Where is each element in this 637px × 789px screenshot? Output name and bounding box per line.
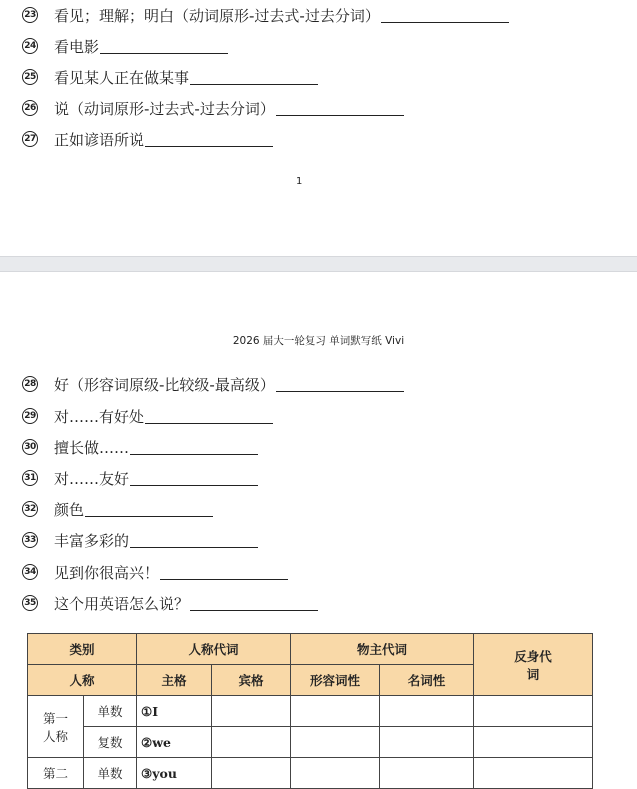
list-item bbox=[22, 406, 273, 426]
item-number: 29 bbox=[22, 408, 38, 424]
list-item bbox=[22, 129, 273, 149]
item-text: 见到你很高兴！ bbox=[54, 563, 160, 582]
answer-blank[interactable] bbox=[130, 532, 258, 548]
list-item bbox=[22, 374, 404, 394]
answer-blank[interactable] bbox=[160, 564, 288, 580]
list-item bbox=[22, 562, 288, 582]
answer-blank[interactable] bbox=[145, 408, 273, 424]
list-item bbox=[22, 5, 509, 25]
subject-cell: ③you bbox=[137, 758, 212, 789]
header-personal-pronoun: 人称代词 bbox=[137, 634, 291, 665]
answer-cell[interactable] bbox=[380, 696, 474, 727]
answer-cell[interactable] bbox=[212, 727, 291, 758]
item-text: 这个用英语怎么说？ bbox=[54, 594, 190, 613]
item-number: 27 bbox=[22, 131, 38, 147]
list-item bbox=[22, 36, 228, 56]
item-number: 31 bbox=[22, 470, 38, 486]
answer-cell[interactable] bbox=[380, 727, 474, 758]
table-row bbox=[28, 696, 593, 727]
answer-cell[interactable] bbox=[474, 727, 593, 758]
item-text: 颜色 bbox=[54, 500, 85, 519]
page-separator bbox=[0, 256, 637, 272]
answer-blank[interactable] bbox=[85, 501, 213, 517]
answer-cell[interactable] bbox=[474, 758, 593, 789]
item-text: 擅长做…… bbox=[54, 438, 130, 457]
number-cell: 复数 bbox=[84, 727, 137, 758]
table-header-row bbox=[28, 634, 593, 665]
header-subject: 主格 bbox=[137, 665, 212, 696]
item-text: 看见某人正在做某事 bbox=[54, 68, 190, 87]
item-text: 好（形容词原级-比较级-最高级） bbox=[54, 375, 275, 394]
list-item bbox=[22, 499, 213, 519]
list-item bbox=[22, 437, 258, 457]
item-number: 30 bbox=[22, 439, 38, 455]
person-cell: 第二 bbox=[28, 758, 84, 789]
answer-cell[interactable] bbox=[212, 758, 291, 789]
answer-cell[interactable] bbox=[291, 758, 380, 789]
table-row bbox=[28, 727, 593, 758]
header-noun-form: 名词性 bbox=[380, 665, 474, 696]
subject-cell: ①I bbox=[137, 696, 212, 727]
item-number: 26 bbox=[22, 100, 38, 116]
item-number: 28 bbox=[22, 376, 38, 392]
item-text: 对……友好 bbox=[54, 469, 130, 488]
answer-blank[interactable] bbox=[130, 439, 258, 455]
list-item bbox=[22, 98, 404, 118]
answer-blank[interactable] bbox=[190, 595, 318, 611]
header-person: 人称 bbox=[28, 665, 137, 696]
header-possessive-pronoun: 物主代词 bbox=[291, 634, 474, 665]
answer-blank[interactable] bbox=[381, 7, 509, 23]
pronoun-table bbox=[27, 633, 593, 789]
subject-cell: ②we bbox=[137, 727, 212, 758]
item-number: 25 bbox=[22, 69, 38, 85]
header-reflexive-pronoun: 反身代词 bbox=[474, 634, 593, 696]
answer-blank[interactable] bbox=[100, 38, 228, 54]
answer-cell[interactable] bbox=[291, 727, 380, 758]
item-number: 24 bbox=[22, 38, 38, 54]
answer-cell[interactable] bbox=[212, 696, 291, 727]
header-object: 宾格 bbox=[212, 665, 291, 696]
page-number: 1 bbox=[296, 176, 303, 187]
header-category: 类别 bbox=[28, 634, 137, 665]
header-adjective-form: 形容词性 bbox=[291, 665, 380, 696]
answer-blank[interactable] bbox=[130, 470, 258, 486]
person-cell: 第一人称 bbox=[28, 696, 84, 758]
answer-blank[interactable] bbox=[276, 376, 404, 392]
number-cell: 单数 bbox=[84, 758, 137, 789]
answer-blank[interactable] bbox=[190, 69, 318, 85]
item-number: 34 bbox=[22, 564, 38, 580]
answer-cell[interactable] bbox=[291, 696, 380, 727]
page-header: 2026 届大一轮复习 单词默写纸 Vivi bbox=[232, 335, 405, 347]
item-number: 23 bbox=[22, 7, 38, 23]
answer-cell[interactable] bbox=[474, 696, 593, 727]
table-row bbox=[28, 758, 593, 789]
item-text: 看见；理解；明白（动词原形-过去式-过去分词） bbox=[54, 6, 380, 25]
answer-cell[interactable] bbox=[380, 758, 474, 789]
answer-blank[interactable] bbox=[276, 100, 404, 116]
answer-blank[interactable] bbox=[145, 131, 273, 147]
list-item bbox=[22, 593, 318, 613]
item-text: 丰富多彩的 bbox=[54, 531, 130, 550]
list-item bbox=[22, 67, 318, 87]
number-cell: 单数 bbox=[84, 696, 137, 727]
list-item bbox=[22, 530, 258, 550]
item-text: 对……有好处 bbox=[54, 407, 145, 426]
item-text: 看电影 bbox=[54, 37, 100, 56]
item-number: 35 bbox=[22, 595, 38, 611]
item-text: 说（动词原形-过去式-过去分词） bbox=[54, 99, 275, 118]
item-text: 正如谚语所说 bbox=[54, 130, 145, 149]
item-number: 32 bbox=[22, 501, 38, 517]
item-number: 33 bbox=[22, 532, 38, 548]
list-item bbox=[22, 468, 258, 488]
